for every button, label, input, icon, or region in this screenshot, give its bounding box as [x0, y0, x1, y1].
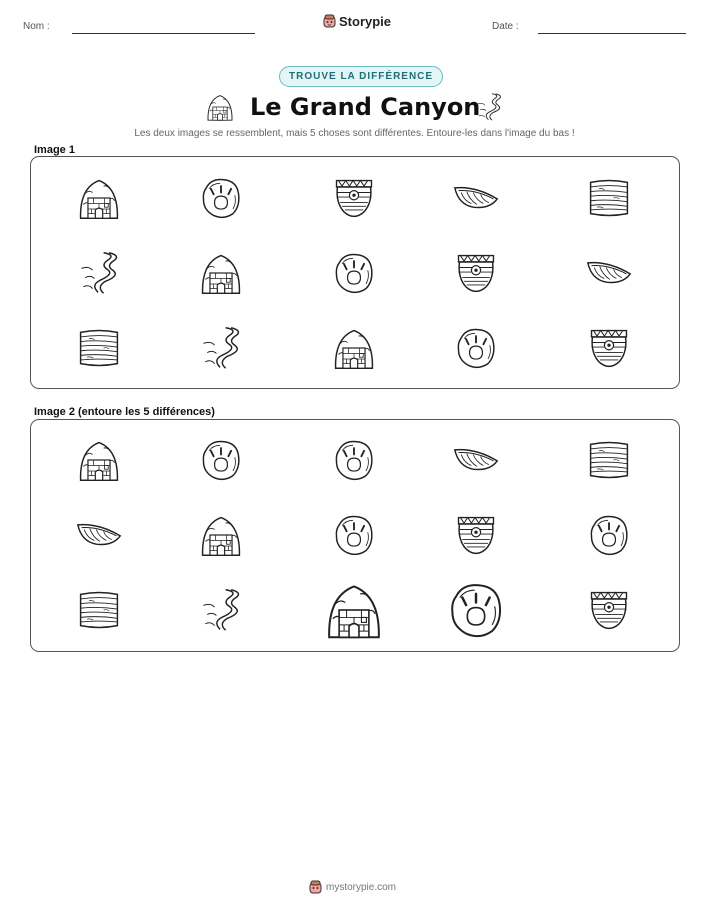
grid-item — [453, 325, 499, 371]
canoe-icon — [453, 437, 499, 483]
tribal-pot-icon — [586, 587, 632, 633]
grid-item — [331, 250, 377, 296]
cave-hut-icon — [205, 92, 235, 122]
grid-item — [76, 175, 122, 221]
grid-item — [76, 250, 122, 296]
grid-item — [586, 325, 632, 371]
grid-item — [198, 250, 244, 296]
grid-item[interactable] — [76, 587, 122, 633]
footer — [309, 880, 396, 895]
tribal-pot-icon — [453, 250, 499, 296]
river-icon — [474, 92, 504, 122]
footprint-stone-icon — [331, 437, 377, 483]
footprint-stone-icon — [198, 437, 244, 483]
grid-item[interactable] — [323, 579, 385, 641]
grid-item[interactable] — [198, 512, 244, 558]
footprint-stone-icon — [331, 512, 377, 558]
grid-item[interactable] — [76, 512, 122, 558]
grid-item[interactable] — [586, 512, 632, 558]
grid-item[interactable] — [198, 437, 244, 483]
cave-hut-icon — [76, 175, 122, 221]
grid-item — [331, 325, 377, 371]
grid-item[interactable] — [198, 587, 244, 633]
image2-label: Image 2 (entoure les 5 différences) — [34, 406, 215, 418]
tribal-pot-icon — [453, 512, 499, 558]
brand-logo — [323, 14, 391, 29]
brand-name: Storypie — [339, 14, 392, 29]
title-cave-hut-icon — [205, 92, 235, 127]
storypie-mascot-icon — [323, 14, 336, 29]
rock-layers-icon — [76, 325, 122, 371]
grid-item — [586, 250, 632, 296]
cave-hut-icon — [76, 437, 122, 483]
footprint-stone-icon — [198, 175, 244, 221]
tribal-pot-icon — [331, 175, 377, 221]
name-line[interactable] — [72, 33, 255, 34]
river-icon — [76, 250, 122, 296]
canoe-icon — [76, 512, 122, 558]
grid-item[interactable] — [331, 512, 377, 558]
cave-hut-icon — [198, 512, 244, 558]
date-label: Date : — [492, 21, 519, 32]
grid-item[interactable] — [331, 437, 377, 483]
footprint-stone-icon — [331, 250, 377, 296]
instructions: Les deux images se ressemblent, mais 5 choses sont différentes. Entoure-les dans l'image du bas ! — [134, 128, 575, 139]
cave-hut-icon — [323, 579, 385, 641]
rock-layers-icon — [586, 437, 632, 483]
grid-item — [453, 175, 499, 221]
image1-label: Image 1 — [34, 144, 75, 156]
river-icon — [198, 587, 244, 633]
cave-hut-icon — [331, 325, 377, 371]
game-badge: TROUVE LA DIFFÉRENCE — [279, 66, 443, 87]
grid-item — [586, 175, 632, 221]
grid-item — [198, 175, 244, 221]
grid-item — [331, 175, 377, 221]
grid-item — [76, 325, 122, 371]
grid-item — [453, 250, 499, 296]
grid-item[interactable] — [445, 579, 507, 641]
footprint-stone-icon — [453, 325, 499, 371]
footprint-stone-icon — [586, 512, 632, 558]
storypie-mascot-icon — [309, 880, 322, 895]
rock-layers-icon — [76, 587, 122, 633]
date-line[interactable] — [538, 33, 686, 34]
footer-url[interactable]: mystorypie.com — [326, 882, 397, 893]
cave-hut-icon — [198, 250, 244, 296]
grid-item[interactable] — [586, 587, 632, 633]
grid-item[interactable] — [453, 437, 499, 483]
grid-item[interactable] — [586, 437, 632, 483]
canoe-icon — [586, 250, 632, 296]
canoe-icon — [453, 175, 499, 221]
tribal-pot-icon — [586, 325, 632, 371]
footprint-stone-icon — [445, 579, 507, 641]
grid-item — [198, 325, 244, 371]
rock-layers-icon — [586, 175, 632, 221]
title-river-icon — [474, 92, 504, 127]
page-title: Le Grand Canyon — [250, 93, 481, 121]
river-icon — [198, 325, 244, 371]
name-label: Nom : — [23, 21, 50, 32]
grid-item[interactable] — [453, 512, 499, 558]
grid-item[interactable] — [76, 437, 122, 483]
